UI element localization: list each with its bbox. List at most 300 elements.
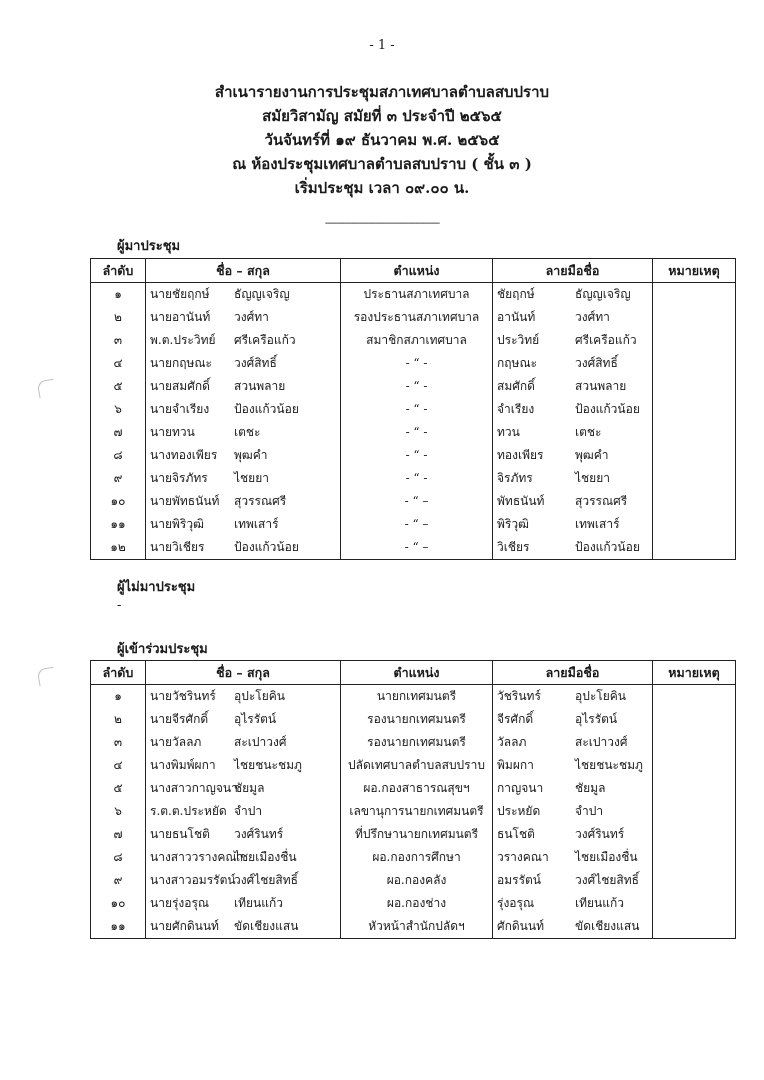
row-signature [493, 329, 653, 352]
table-row [91, 467, 736, 490]
row-note [653, 421, 736, 444]
position-text: รองนายกเทศมนตรี [367, 712, 466, 726]
first-name: นายพิริวุฒิ [150, 517, 204, 531]
first-name: ร.ต.ต.ประหยัด [150, 804, 227, 818]
signature-last: ไชยยา [575, 471, 610, 485]
row-signature [493, 708, 653, 731]
table-row [91, 283, 736, 307]
row-number [91, 375, 146, 398]
row-name [146, 823, 341, 846]
signature-first: กาญจนา [497, 781, 544, 795]
row-position [341, 444, 493, 467]
signature-last: วงศ์ทา [575, 310, 610, 324]
position-text: ผอ.กองการศึกษา [372, 850, 461, 864]
last-name: สะเปาวงศ์ [234, 735, 287, 749]
signature-first: สมศักดิ์ [497, 379, 535, 393]
row-note [653, 398, 736, 421]
participants-title: ผู้เข้าร่วมประชุม [117, 642, 208, 657]
last-name: วงศ์รินทร์ [234, 827, 284, 841]
last-name: เทียนแก้ว [234, 896, 283, 910]
row-number [91, 915, 146, 939]
row-number [91, 513, 146, 536]
last-name: สวนพลาย [234, 379, 286, 393]
first-name: นางสาวกาญจนา [150, 781, 238, 795]
table-row [91, 846, 736, 869]
signature-last: ธัญญเจริญ [575, 287, 631, 301]
signature-first: รุ่งอรุณ [497, 896, 535, 910]
row-number-text: ๔ [113, 356, 123, 370]
row-number [91, 352, 146, 375]
row-name [146, 306, 341, 329]
row-note [653, 800, 736, 823]
row-signature [493, 869, 653, 892]
row-signature [493, 685, 653, 709]
signature-first: ประหยัด [497, 804, 541, 818]
row-number-text: ๖ [114, 804, 122, 818]
row-number-text: ๘ [113, 448, 123, 462]
row-number [91, 444, 146, 467]
signature-last: เทพเสาร์ [575, 517, 620, 531]
row-name [146, 421, 341, 444]
row-number-text: ๒ [114, 712, 122, 726]
signature-first: พัทธนันท์ [497, 494, 545, 508]
row-note [653, 708, 736, 731]
position-text: ปลัดเทศบาลตำบลสบปราบ [348, 758, 485, 772]
position-text: ผอ.กองคลัง [386, 873, 447, 887]
row-name [146, 685, 341, 709]
row-number [91, 421, 146, 444]
signature-first: จีรศักดิ์ [497, 712, 534, 726]
row-note [653, 375, 736, 398]
row-position [341, 800, 493, 823]
row-number [91, 800, 146, 823]
row-position [341, 708, 493, 731]
first-name: นายกฤษณะ [150, 356, 212, 370]
row-signature [493, 444, 653, 467]
row-name [146, 467, 341, 490]
row-number-text: ๘ [113, 850, 123, 864]
table-row [91, 708, 736, 731]
page-number: - 1 - [369, 38, 395, 53]
row-note [653, 777, 736, 800]
first-name: นายจีรศักดิ์ [150, 712, 209, 726]
row-number-text: ๙ [113, 873, 123, 887]
row-signature [493, 490, 653, 513]
row-number-text: ๑ [114, 689, 122, 703]
position-text: - “ - [405, 356, 428, 370]
last-name: ไชยเมืองชื่น [234, 850, 297, 864]
signature-last: อุปะโยคิน [575, 689, 626, 703]
signature-first: ธนโชติ [497, 827, 535, 841]
header-title: สำเนารายงานการประชุมสภาเทศบาลตำบลสบปราบ [214, 83, 550, 101]
table-row [91, 754, 736, 777]
row-note [653, 490, 736, 513]
position-text: - “ - [405, 448, 428, 462]
row-signature [493, 892, 653, 915]
last-name: ไชยชนะชมภู [234, 758, 302, 772]
first-name: นางทองเพียร [150, 448, 218, 462]
first-name: นายสมศักดิ์ [150, 379, 210, 393]
header-date: วันจันทร์ที่ ๑๙ ธันวาคม พ.ศ. ๒๕๖๕ [264, 131, 500, 149]
table-row [91, 823, 736, 846]
first-name: นายวิเชียร [150, 540, 205, 554]
last-name: วงศ์ไชยสิทธิ์ [234, 873, 298, 887]
row-name [146, 754, 341, 777]
row-number-text: ๕ [113, 781, 123, 795]
row-number-text: ๑๐ [110, 896, 126, 910]
last-name: ไชยยา [234, 471, 269, 485]
signature-last: วงศ์รินทร์ [575, 827, 625, 841]
row-position [341, 536, 493, 560]
position-text: - “ – [404, 517, 429, 531]
row-position [341, 513, 493, 536]
first-name: นางสาวอมรรัตน์ [150, 873, 236, 887]
row-position [341, 685, 493, 709]
row-number-text: ๑ [114, 287, 122, 301]
first-name: นายจำเรียง [150, 402, 210, 416]
row-name [146, 490, 341, 513]
row-name [146, 329, 341, 352]
signature-first: วัชรินทร์ [497, 689, 541, 703]
column-header-position: ตำแหน่ง [341, 661, 493, 685]
last-name: ขัดเชียงแสน [234, 919, 299, 933]
header-venue: ณ ห้องประชุมเทศบาลตำบลสบปราบ ( ชั้น ๓ ) [232, 155, 532, 173]
attendees-table [90, 258, 736, 560]
first-name: นายทวน [150, 425, 195, 439]
row-note [653, 444, 736, 467]
table-row [91, 869, 736, 892]
position-text: - “ - [405, 471, 428, 485]
signature-last: สุวรรณศรี [575, 494, 628, 508]
row-number [91, 306, 146, 329]
row-signature [493, 777, 653, 800]
last-name: ป้องแก้วน้อย [234, 402, 299, 416]
last-name: เทพเสาร์ [234, 517, 279, 531]
position-text: ที่ปรึกษานายกเทศมนตรี [354, 827, 479, 841]
row-note [653, 283, 736, 307]
row-number-text: ๓ [113, 333, 123, 347]
row-name [146, 283, 341, 307]
table-row [91, 398, 736, 421]
table-row [91, 915, 736, 939]
position-text: เลขานุการนายกเทศมนตรี [349, 804, 484, 818]
row-signature [493, 398, 653, 421]
signature-last: ป้องแก้วน้อย [575, 540, 640, 554]
table-row [91, 329, 736, 352]
signature-last: เทียนแก้ว [575, 896, 624, 910]
signature-first: อานันท์ [497, 310, 536, 324]
last-name: เตชะ [234, 425, 261, 439]
signature-last: ป้องแก้วน้อย [575, 402, 640, 416]
signature-last: ศรีเครือแก้ว [575, 333, 637, 347]
row-note [653, 467, 736, 490]
first-name: นางพิมพ์ผกา [150, 758, 216, 772]
table-row [91, 306, 736, 329]
first-name: นายวัชรินทร์ [150, 689, 216, 703]
table-row [91, 731, 736, 754]
row-number [91, 777, 146, 800]
column-header-name: ชื่อ – สกุล [146, 661, 341, 685]
participants-table [90, 660, 736, 939]
row-number [91, 490, 146, 513]
row-note [653, 329, 736, 352]
position-text: นายกเทศมนตรี [376, 689, 457, 703]
last-name: ธัญญเจริญ [234, 287, 290, 301]
signature-last: วงศ์สิทธิ์ [575, 356, 618, 370]
first-name: นายวัลลภ [150, 735, 202, 749]
row-signature [493, 421, 653, 444]
row-position [341, 869, 493, 892]
row-name [146, 731, 341, 754]
signature-first: วรางคณา [497, 850, 549, 864]
first-name: นายรุ่งอรุณ [150, 896, 210, 910]
table-row [91, 777, 736, 800]
column-header-position: ตำแหน่ง [341, 259, 493, 283]
row-number [91, 823, 146, 846]
signature-last: เตชะ [575, 425, 602, 439]
last-name: ป้องแก้วน้อย [234, 540, 299, 554]
row-position [341, 467, 493, 490]
position-text: สมาชิกสภาเทศบาล [366, 333, 467, 347]
row-position [341, 306, 493, 329]
first-name: พ.ต.ประวิทย์ [150, 333, 216, 347]
row-number-text: ๕ [113, 379, 123, 393]
row-name [146, 352, 341, 375]
row-signature [493, 352, 653, 375]
attendees-title: ผู้มาประชุม [117, 239, 181, 254]
row-signature [493, 800, 653, 823]
document-header [0, 80, 764, 200]
signature-first: ประวิทย์ [497, 333, 540, 347]
table-row [91, 536, 736, 560]
row-number [91, 754, 146, 777]
row-note [653, 823, 736, 846]
row-position [341, 283, 493, 307]
row-name [146, 869, 341, 892]
signature-last: ขัดเชียงแสน [575, 919, 640, 933]
row-name [146, 915, 341, 939]
participants-header-row [91, 661, 736, 685]
signature-first: ทองเพียร [497, 448, 544, 462]
header-divider: ------------------------------------------------ [324, 218, 440, 229]
row-signature [493, 731, 653, 754]
position-text: - “ – [404, 494, 429, 508]
table-row [91, 352, 736, 375]
signature-first: จิรภัทร [497, 471, 533, 485]
last-name: อุไรรัตน์ [234, 712, 277, 726]
row-position [341, 846, 493, 869]
row-position [341, 777, 493, 800]
position-text: รองประธานสภาเทศบาล [353, 310, 480, 324]
signature-last: สะเปาวงศ์ [575, 735, 628, 749]
row-number-text: ๔ [113, 758, 123, 772]
row-signature [493, 375, 653, 398]
row-name [146, 398, 341, 421]
column-header-signature: ลายมือชื่อ [493, 661, 653, 685]
position-text: หัวหน้าสำนักปลัดฯ [368, 919, 465, 933]
absentees-value: - [117, 598, 122, 613]
last-name: อุปะโยคิน [234, 689, 285, 703]
row-number [91, 398, 146, 421]
signature-last: สวนพลาย [575, 379, 627, 393]
position-text: - “ - [405, 379, 428, 393]
last-name: พุฒคำ [234, 448, 268, 462]
header-start-time: เริ่มประชุม เวลา ๐๙.๐๐ น. [294, 179, 470, 197]
row-note [653, 352, 736, 375]
row-name [146, 513, 341, 536]
table-row [91, 800, 736, 823]
row-number-text: ๗ [113, 425, 123, 439]
last-name: ชัยมูล [234, 781, 265, 795]
signature-first: จำเรียง [497, 402, 535, 416]
first-name: นายจิรภัทร [150, 471, 208, 485]
signature-last: วงศ์ไชยสิทธิ์ [575, 873, 639, 887]
row-position [341, 375, 493, 398]
first-name: นางสาววรางคณา [150, 850, 244, 864]
row-position [341, 892, 493, 915]
row-position [341, 352, 493, 375]
row-number [91, 869, 146, 892]
participants-body [91, 685, 736, 939]
row-name [146, 536, 341, 560]
row-number [91, 536, 146, 560]
position-text: - “ - [405, 402, 428, 416]
row-position [341, 490, 493, 513]
column-header-name: ชื่อ – สกุล [146, 259, 341, 283]
row-note [653, 754, 736, 777]
position-text: ผอ.กองช่าง [386, 896, 447, 910]
last-name: สุวรรณศรี [234, 494, 287, 508]
row-signature [493, 467, 653, 490]
signature-first: วิเชียร [497, 540, 530, 554]
position-text: - “ - [405, 425, 428, 439]
punch-hole-mark [37, 379, 57, 399]
row-note [653, 892, 736, 915]
table-row [91, 513, 736, 536]
row-position [341, 823, 493, 846]
row-signature [493, 513, 653, 536]
row-signature [493, 306, 653, 329]
row-number [91, 467, 146, 490]
table-row [91, 421, 736, 444]
row-position [341, 329, 493, 352]
row-number-text: ๒ [114, 310, 122, 324]
signature-first: พิริวุฒิ [497, 517, 529, 531]
signature-first: ชัยฤกษ์ [497, 287, 535, 301]
last-name: จำปา [234, 804, 263, 818]
first-name: นายชัยฤกษ์ [150, 287, 210, 301]
attendees-body [91, 283, 736, 560]
table-row [91, 375, 736, 398]
column-header-note: หมายเหตุ [653, 661, 736, 685]
row-signature [493, 823, 653, 846]
column-header-note: หมายเหตุ [653, 259, 736, 283]
position-text: รองนายกเทศมนตรี [367, 735, 466, 749]
row-number-text: ๑๒ [110, 540, 126, 554]
signature-first: ศักดินนท์ [497, 919, 544, 933]
row-number [91, 329, 146, 352]
row-signature [493, 915, 653, 939]
row-signature [493, 846, 653, 869]
attendees-header-row [91, 259, 736, 283]
row-signature [493, 536, 653, 560]
position-text: ผอ.กองสาธารณสุขฯ [363, 781, 470, 795]
signature-last: พุฒคำ [575, 448, 609, 462]
signature-first: วัลลภ [497, 735, 527, 749]
absentees-title: ผู้ไม่มาประชุม [117, 580, 196, 595]
row-number [91, 708, 146, 731]
punch-hole-mark [37, 667, 57, 687]
row-note [653, 513, 736, 536]
row-number [91, 892, 146, 915]
last-name: ศรีเครือแก้ว [234, 333, 296, 347]
table-row [91, 685, 736, 709]
row-note [653, 846, 736, 869]
row-signature [493, 283, 653, 307]
table-row [91, 444, 736, 467]
row-number-text: ๖ [114, 402, 122, 416]
row-note [653, 915, 736, 939]
first-name: นายธนโชติ [150, 827, 210, 841]
signature-first: กฤษณะ [497, 356, 538, 370]
row-name [146, 375, 341, 398]
signature-first: อมรรัตน์ [497, 873, 542, 887]
row-number-text: ๑๑ [110, 517, 126, 531]
row-note [653, 536, 736, 560]
signature-last: จำปา [575, 804, 604, 818]
row-number-text: ๙ [113, 471, 123, 485]
signature-last: ไชยชนะชมภู [575, 758, 643, 772]
row-number-text: ๑๑ [110, 919, 126, 933]
row-name [146, 892, 341, 915]
row-number-text: ๗ [113, 827, 123, 841]
first-name: นายศักดินนท์ [150, 919, 219, 933]
row-number [91, 685, 146, 709]
last-name: วงศ์ทา [234, 310, 269, 324]
last-name: วงศ์สิทธิ์ [234, 356, 277, 370]
signature-last: อุไรรัตน์ [575, 712, 618, 726]
row-name [146, 800, 341, 823]
first-name: นายพัทธนันท์ [150, 494, 220, 508]
row-number [91, 846, 146, 869]
position-text: ประธานสภาเทศบาล [363, 287, 470, 301]
signature-first: ทวน [497, 425, 520, 439]
signature-last: ชัยมูล [575, 781, 606, 795]
signature-last: ไชยเมืองชื่น [575, 850, 638, 864]
row-number-text: ๓ [113, 735, 123, 749]
row-name [146, 444, 341, 467]
row-number [91, 731, 146, 754]
table-row [91, 892, 736, 915]
row-name [146, 708, 341, 731]
row-note [653, 685, 736, 709]
row-signature [493, 754, 653, 777]
row-note [653, 306, 736, 329]
row-name [146, 846, 341, 869]
first-name: นายอานันท์ [150, 310, 211, 324]
row-note [653, 731, 736, 754]
row-number-text: ๑๐ [110, 494, 126, 508]
column-header-no: ลำดับ [91, 661, 146, 685]
column-header-signature: ลายมือชื่อ [493, 259, 653, 283]
row-name [146, 777, 341, 800]
header-session: สมัยวิสามัญ สมัยที่ ๓ ประจำปี ๒๕๖๕ [262, 107, 502, 125]
row-position [341, 915, 493, 939]
row-position [341, 754, 493, 777]
row-position [341, 398, 493, 421]
row-position [341, 731, 493, 754]
column-header-no: ลำดับ [91, 259, 146, 283]
